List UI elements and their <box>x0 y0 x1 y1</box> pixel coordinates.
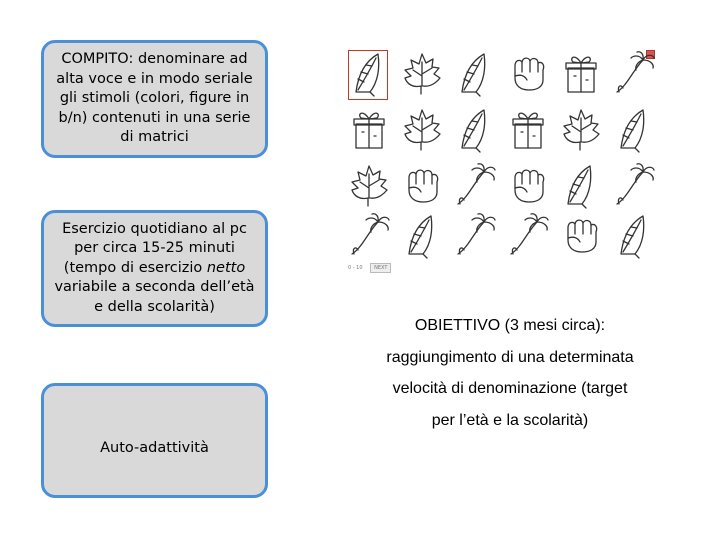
task-card <box>41 40 268 158</box>
exercise-text: Esercizio quotidiano al pc per circa 15-25 minuti (tempo di esercizio netto variabile a seconda dell’età e della scolarità) <box>54 220 255 315</box>
maple-leaf-icon <box>348 162 390 210</box>
leaf-icon <box>454 50 496 98</box>
auto-adaptivity-card <box>41 383 268 498</box>
palm-tree-icon <box>454 212 496 260</box>
fist-icon <box>560 212 602 260</box>
leaf-icon <box>454 106 496 154</box>
palm-tree-icon <box>613 162 655 210</box>
next-button[interactable]: NEXT <box>370 263 391 273</box>
fist-icon <box>401 162 443 210</box>
leaf-icon <box>348 50 390 98</box>
task-text: COMPITO: denominare ad alta voce e in modo seriale gli stimoli (colori, figure in b/n) contenuti in una serie di matrici <box>56 51 253 146</box>
gift-icon <box>507 106 549 154</box>
objective-line-4: per l’età e la scolarità) <box>431 411 589 429</box>
leaf-icon <box>560 162 602 210</box>
matrix-pager <box>348 263 391 273</box>
gift-icon <box>560 50 602 98</box>
leaf-icon <box>401 212 443 260</box>
palm-tree-icon <box>348 212 390 260</box>
maple-leaf-icon <box>401 106 443 154</box>
objective-line-2: raggiungimento di una determinata <box>386 348 634 366</box>
stimulus-matrix <box>348 48 652 273</box>
maple-leaf-icon <box>560 106 602 154</box>
leaf-icon <box>613 212 655 260</box>
leaf-icon <box>613 106 655 154</box>
objective-text <box>360 310 660 436</box>
exercise-card <box>41 210 268 327</box>
auto-adaptivity-text: Auto-adattività <box>100 439 209 456</box>
current-stimulus-highlight <box>348 50 388 100</box>
pager-label: 0 - 10 <box>348 265 363 271</box>
objective-line-1: OBIETTIVO (3 mesi circa): <box>414 317 606 334</box>
maple-leaf-icon <box>401 50 443 98</box>
palm-tree-icon <box>507 212 549 260</box>
fist-icon <box>507 50 549 98</box>
palm-tree-icon <box>613 50 655 98</box>
fist-icon <box>507 162 549 210</box>
palm-tree-icon <box>454 162 496 210</box>
gift-icon <box>348 106 390 154</box>
objective-line-3: velocità di denominazione (target <box>392 380 628 397</box>
